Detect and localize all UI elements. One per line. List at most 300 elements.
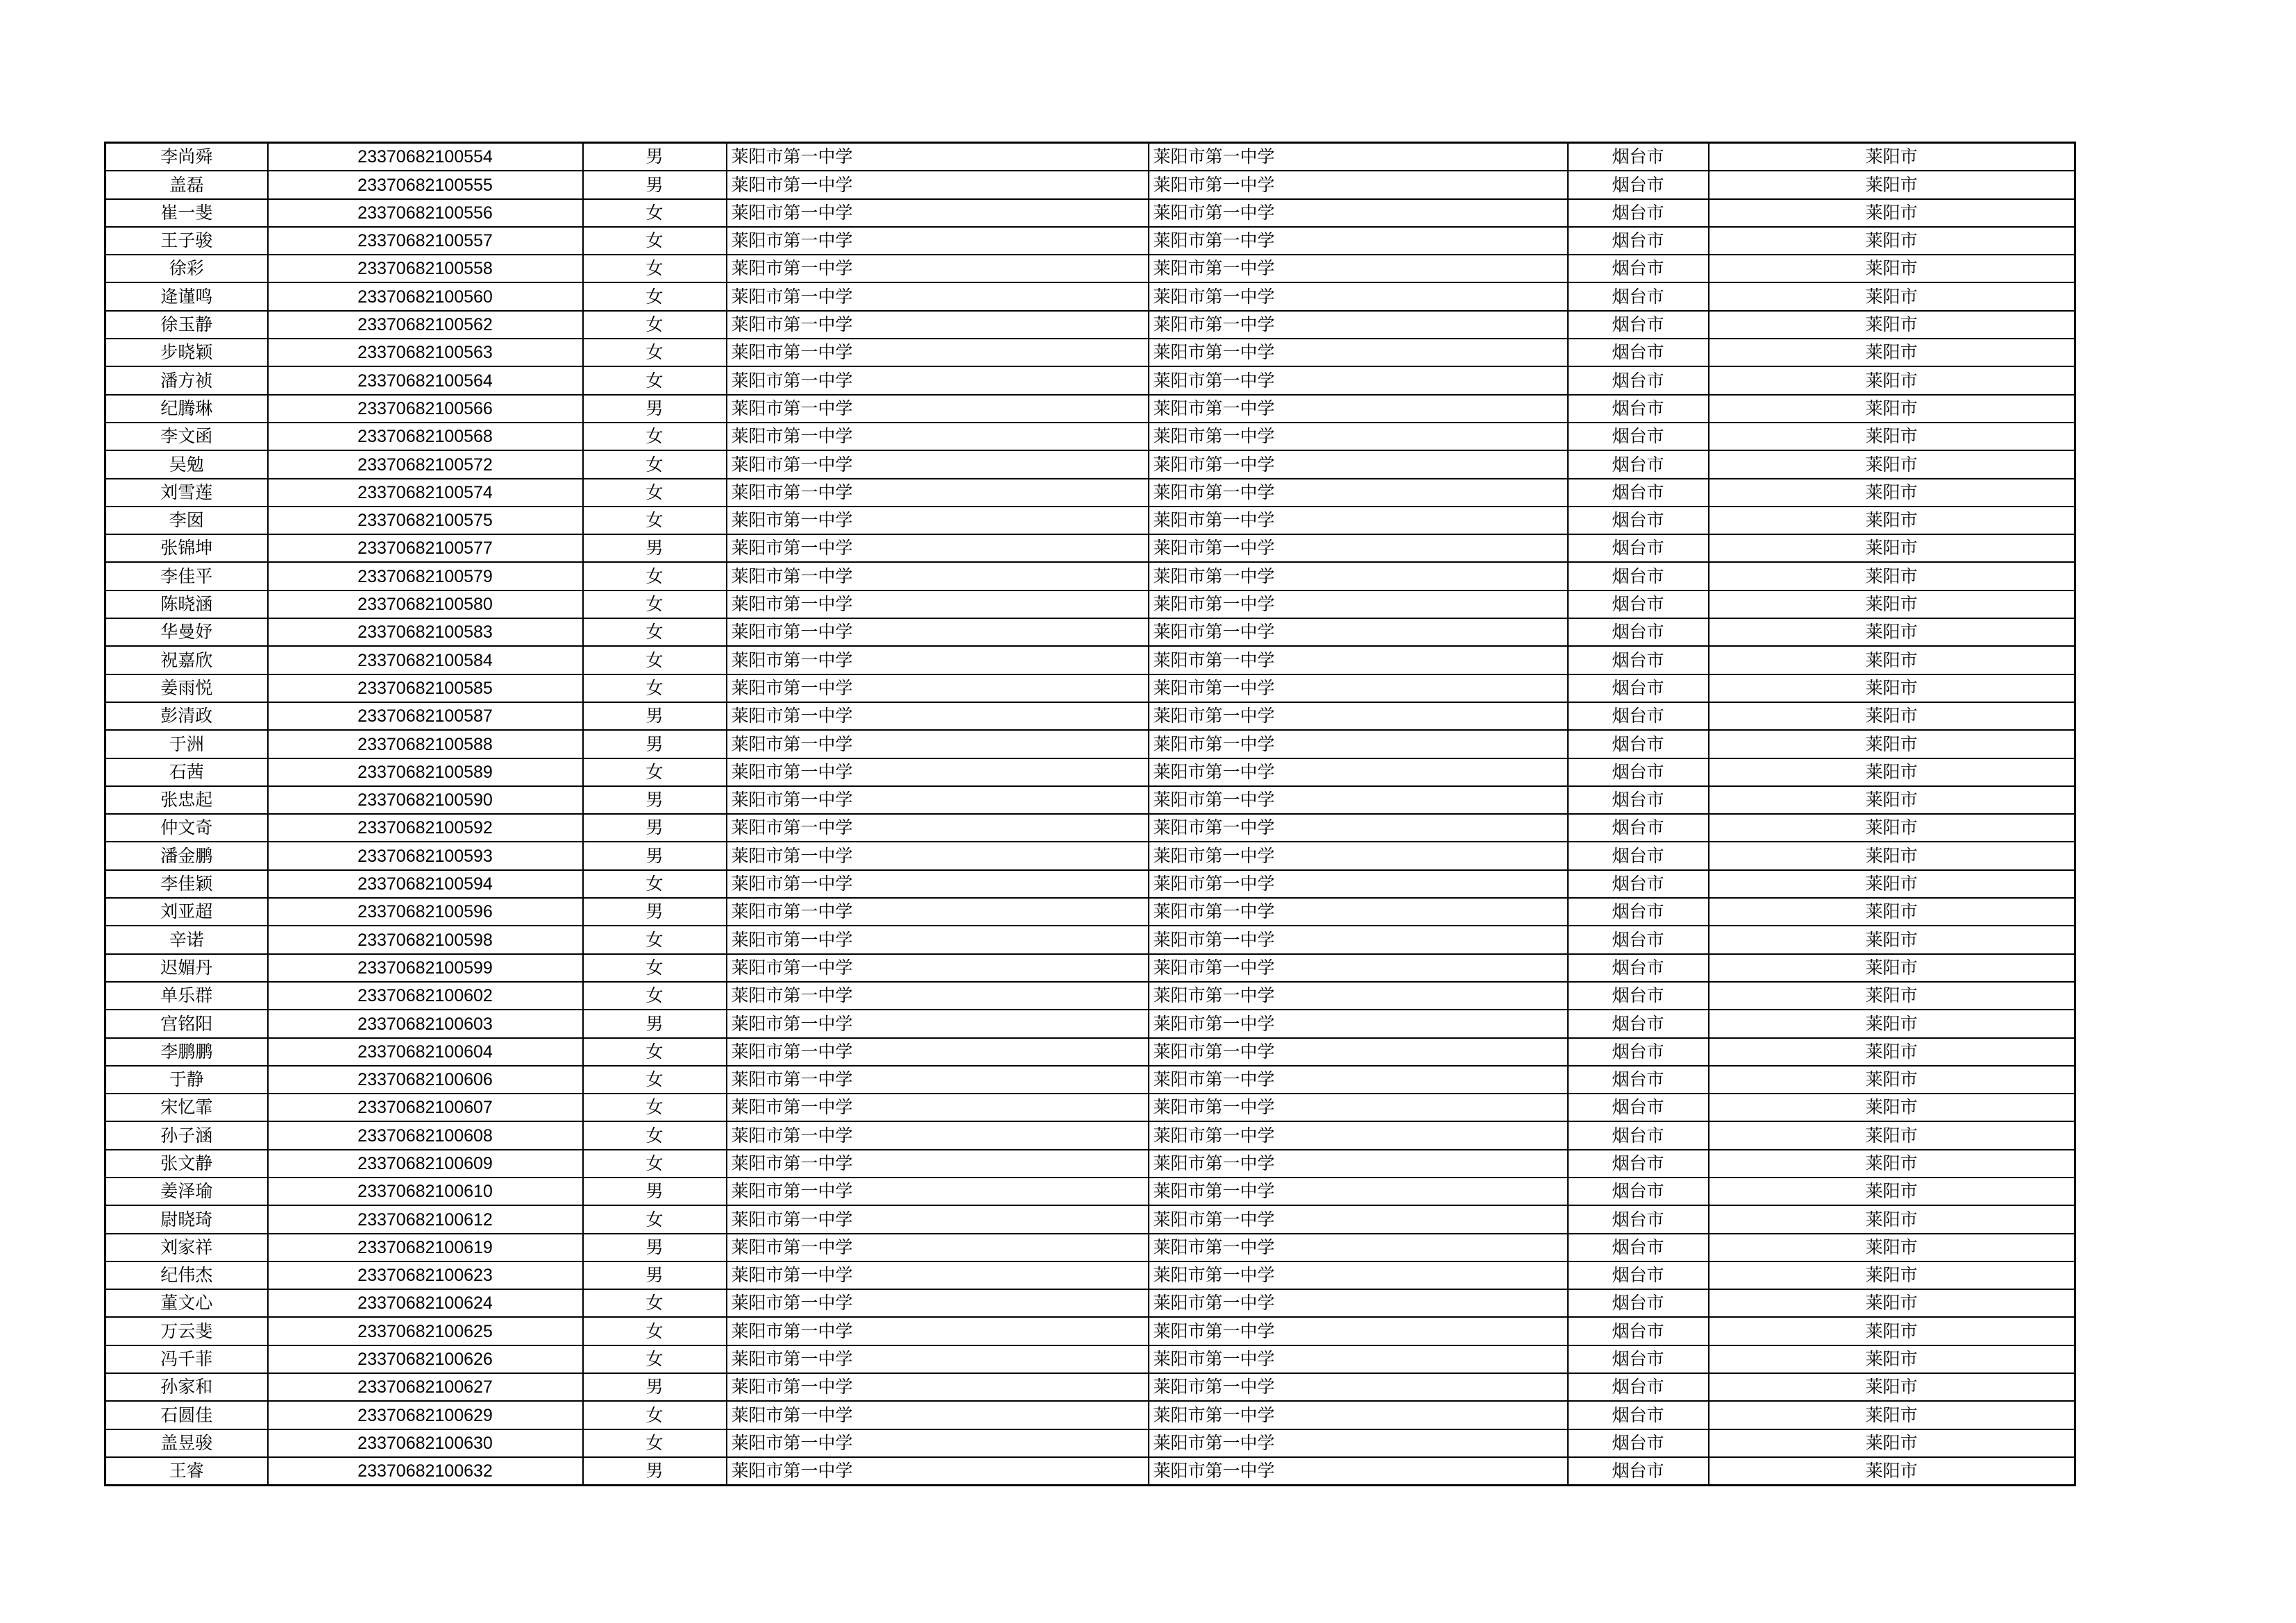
exam-number-cell: 23370682100580 <box>268 590 583 618</box>
county-cell: 莱阳市 <box>1709 1010 2075 1037</box>
gender-cell: 女 <box>583 982 727 1010</box>
registration-school-cell: 莱阳市第一中学 <box>1149 227 1568 255</box>
school-cell: 莱阳市第一中学 <box>727 1317 1149 1345</box>
county-cell: 莱阳市 <box>1709 842 2075 869</box>
school-cell: 莱阳市第一中学 <box>727 982 1149 1010</box>
table-row <box>105 366 2075 394</box>
county-cell: 莱阳市 <box>1709 1205 2075 1233</box>
city-cell: 烟台市 <box>1568 1205 1709 1233</box>
table-row <box>105 1150 2075 1178</box>
registration-school-cell: 莱阳市第一中学 <box>1149 1038 1568 1066</box>
table-row <box>105 479 2075 507</box>
gender-cell: 女 <box>583 562 727 590</box>
county-cell: 莱阳市 <box>1709 311 2075 339</box>
city-cell: 烟台市 <box>1568 199 1709 227</box>
county-cell: 莱阳市 <box>1709 590 2075 618</box>
city-cell: 烟台市 <box>1568 674 1709 702</box>
table-row <box>105 282 2075 310</box>
registration-school-cell: 莱阳市第一中学 <box>1149 730 1568 758</box>
exam-number-cell: 23370682100623 <box>268 1261 583 1289</box>
registration-school-cell: 莱阳市第一中学 <box>1149 674 1568 702</box>
city-cell: 烟台市 <box>1568 1457 1709 1486</box>
exam-number-cell: 23370682100583 <box>268 618 583 646</box>
registration-school-cell: 莱阳市第一中学 <box>1149 282 1568 310</box>
gender-cell: 女 <box>583 339 727 366</box>
table-row <box>105 1010 2075 1037</box>
table-row <box>105 814 2075 842</box>
city-cell: 烟台市 <box>1568 1121 1709 1149</box>
student-name-cell: 石茜 <box>105 758 268 786</box>
gender-cell: 女 <box>583 1150 727 1178</box>
exam-number-cell: 23370682100607 <box>268 1094 583 1121</box>
gender-cell: 女 <box>583 1345 727 1373</box>
registration-school-cell: 莱阳市第一中学 <box>1149 590 1568 618</box>
county-cell: 莱阳市 <box>1709 450 2075 478</box>
gender-cell: 女 <box>583 450 727 478</box>
county-cell: 莱阳市 <box>1709 1150 2075 1178</box>
student-name-cell: 张锦坤 <box>105 534 268 562</box>
registration-school-cell: 莱阳市第一中学 <box>1149 1401 1568 1429</box>
city-cell: 烟台市 <box>1568 954 1709 982</box>
city-cell: 烟台市 <box>1568 1289 1709 1317</box>
student-name-cell: 辛诺 <box>105 926 268 953</box>
school-cell: 莱阳市第一中学 <box>727 562 1149 590</box>
student-name-cell: 李文函 <box>105 423 268 450</box>
county-cell: 莱阳市 <box>1709 171 2075 198</box>
registration-school-cell: 莱阳市第一中学 <box>1149 395 1568 423</box>
exam-number-cell: 23370682100609 <box>268 1150 583 1178</box>
county-cell: 莱阳市 <box>1709 562 2075 590</box>
city-cell: 烟台市 <box>1568 479 1709 507</box>
gender-cell: 女 <box>583 870 727 898</box>
county-cell: 莱阳市 <box>1709 339 2075 366</box>
gender-cell: 男 <box>583 1261 727 1289</box>
school-cell: 莱阳市第一中学 <box>727 1261 1149 1289</box>
student-name-cell: 徐彩 <box>105 255 268 282</box>
exam-number-cell: 23370682100624 <box>268 1289 583 1317</box>
student-name-cell: 吴勉 <box>105 450 268 478</box>
student-name-cell: 李尚舜 <box>105 143 268 171</box>
registration-school-cell: 莱阳市第一中学 <box>1149 814 1568 842</box>
registration-school-cell: 莱阳市第一中学 <box>1149 926 1568 953</box>
school-cell: 莱阳市第一中学 <box>727 450 1149 478</box>
gender-cell: 女 <box>583 1066 727 1094</box>
table-row <box>105 1345 2075 1373</box>
table-row <box>105 199 2075 227</box>
city-cell: 烟台市 <box>1568 311 1709 339</box>
gender-cell: 男 <box>583 1373 727 1401</box>
city-cell: 烟台市 <box>1568 1094 1709 1121</box>
school-cell: 莱阳市第一中学 <box>727 339 1149 366</box>
school-cell: 莱阳市第一中学 <box>727 507 1149 534</box>
city-cell: 烟台市 <box>1568 366 1709 394</box>
gender-cell: 男 <box>583 1234 727 1261</box>
city-cell: 烟台市 <box>1568 282 1709 310</box>
gender-cell: 女 <box>583 674 727 702</box>
exam-number-cell: 23370682100603 <box>268 1010 583 1037</box>
city-cell: 烟台市 <box>1568 982 1709 1010</box>
table-row <box>105 954 2075 982</box>
school-cell: 莱阳市第一中学 <box>727 674 1149 702</box>
registration-school-cell: 莱阳市第一中学 <box>1149 618 1568 646</box>
table-row <box>105 450 2075 478</box>
student-name-cell: 李佳平 <box>105 562 268 590</box>
gender-cell: 男 <box>583 702 727 730</box>
exam-number-cell: 23370682100630 <box>268 1429 583 1457</box>
city-cell: 烟台市 <box>1568 1038 1709 1066</box>
city-cell: 烟台市 <box>1568 1261 1709 1289</box>
gender-cell: 女 <box>583 199 727 227</box>
city-cell: 烟台市 <box>1568 870 1709 898</box>
exam-number-cell: 23370682100590 <box>268 786 583 814</box>
school-cell: 莱阳市第一中学 <box>727 282 1149 310</box>
county-cell: 莱阳市 <box>1709 926 2075 953</box>
county-cell: 莱阳市 <box>1709 1038 2075 1066</box>
city-cell: 烟台市 <box>1568 1373 1709 1401</box>
county-cell: 莱阳市 <box>1709 1345 2075 1373</box>
exam-number-cell: 23370682100572 <box>268 450 583 478</box>
gender-cell: 男 <box>583 395 727 423</box>
student-name-cell: 盖磊 <box>105 171 268 198</box>
gender-cell: 女 <box>583 926 727 953</box>
student-name-cell: 华曼妤 <box>105 618 268 646</box>
gender-cell: 男 <box>583 534 727 562</box>
exam-number-cell: 23370682100632 <box>268 1457 583 1486</box>
exam-number-cell: 23370682100594 <box>268 870 583 898</box>
school-cell: 莱阳市第一中学 <box>727 1010 1149 1037</box>
school-cell: 莱阳市第一中学 <box>727 1121 1149 1149</box>
registration-school-cell: 莱阳市第一中学 <box>1149 1261 1568 1289</box>
registration-school-cell: 莱阳市第一中学 <box>1149 1094 1568 1121</box>
gender-cell: 男 <box>583 171 727 198</box>
county-cell: 莱阳市 <box>1709 898 2075 926</box>
student-name-cell: 刘雪莲 <box>105 479 268 507</box>
school-cell: 莱阳市第一中学 <box>727 1401 1149 1429</box>
exam-number-cell: 23370682100555 <box>268 171 583 198</box>
student-name-cell: 崔一斐 <box>105 199 268 227</box>
school-cell: 莱阳市第一中学 <box>727 618 1149 646</box>
table-row <box>105 395 2075 423</box>
registration-school-cell: 莱阳市第一中学 <box>1149 646 1568 674</box>
school-cell: 莱阳市第一中学 <box>727 1066 1149 1094</box>
table-row <box>105 1066 2075 1094</box>
county-cell: 莱阳市 <box>1709 479 2075 507</box>
table-row <box>105 1401 2075 1429</box>
school-cell: 莱阳市第一中学 <box>727 590 1149 618</box>
registration-school-cell: 莱阳市第一中学 <box>1149 339 1568 366</box>
student-name-cell: 祝嘉欣 <box>105 646 268 674</box>
table-row <box>105 507 2075 534</box>
school-cell: 莱阳市第一中学 <box>727 479 1149 507</box>
city-cell: 烟台市 <box>1568 618 1709 646</box>
school-cell: 莱阳市第一中学 <box>727 646 1149 674</box>
gender-cell: 男 <box>583 1178 727 1205</box>
county-cell: 莱阳市 <box>1709 366 2075 394</box>
school-cell: 莱阳市第一中学 <box>727 1345 1149 1373</box>
registration-school-cell: 莱阳市第一中学 <box>1149 1178 1568 1205</box>
student-name-cell: 刘亚超 <box>105 898 268 926</box>
county-cell: 莱阳市 <box>1709 1121 2075 1149</box>
exam-number-cell: 23370682100587 <box>268 702 583 730</box>
registration-school-cell: 莱阳市第一中学 <box>1149 507 1568 534</box>
table-row <box>105 1429 2075 1457</box>
county-cell: 莱阳市 <box>1709 618 2075 646</box>
county-cell: 莱阳市 <box>1709 199 2075 227</box>
county-cell: 莱阳市 <box>1709 674 2075 702</box>
school-cell: 莱阳市第一中学 <box>727 255 1149 282</box>
registration-school-cell: 莱阳市第一中学 <box>1149 1429 1568 1457</box>
table-row <box>105 1457 2075 1486</box>
exam-number-cell: 23370682100563 <box>268 339 583 366</box>
gender-cell: 男 <box>583 786 727 814</box>
exam-number-cell: 23370682100604 <box>268 1038 583 1066</box>
county-cell: 莱阳市 <box>1709 870 2075 898</box>
exam-number-cell: 23370682100592 <box>268 814 583 842</box>
city-cell: 烟台市 <box>1568 1345 1709 1373</box>
gender-cell: 女 <box>583 618 727 646</box>
school-cell: 莱阳市第一中学 <box>727 1234 1149 1261</box>
county-cell: 莱阳市 <box>1709 282 2075 310</box>
table-row <box>105 618 2075 646</box>
exam-number-cell: 23370682100562 <box>268 311 583 339</box>
school-cell: 莱阳市第一中学 <box>727 842 1149 869</box>
student-name-cell: 王睿 <box>105 1457 268 1486</box>
school-cell: 莱阳市第一中学 <box>727 954 1149 982</box>
school-cell: 莱阳市第一中学 <box>727 702 1149 730</box>
registration-school-cell: 莱阳市第一中学 <box>1149 1121 1568 1149</box>
city-cell: 烟台市 <box>1568 926 1709 953</box>
exam-number-cell: 23370682100584 <box>268 646 583 674</box>
county-cell: 莱阳市 <box>1709 1401 2075 1429</box>
school-cell: 莱阳市第一中学 <box>727 730 1149 758</box>
registration-school-cell: 莱阳市第一中学 <box>1149 423 1568 450</box>
registration-school-cell: 莱阳市第一中学 <box>1149 1150 1568 1178</box>
student-name-cell: 孙子涵 <box>105 1121 268 1149</box>
county-cell: 莱阳市 <box>1709 1373 2075 1401</box>
gender-cell: 男 <box>583 730 727 758</box>
gender-cell: 男 <box>583 814 727 842</box>
school-cell: 莱阳市第一中学 <box>727 311 1149 339</box>
registration-school-cell: 莱阳市第一中学 <box>1149 1317 1568 1345</box>
exam-number-cell: 23370682100564 <box>268 366 583 394</box>
roster-table <box>104 142 2076 1486</box>
city-cell: 烟台市 <box>1568 590 1709 618</box>
city-cell: 烟台市 <box>1568 1066 1709 1094</box>
student-name-cell: 尉晓琦 <box>105 1205 268 1233</box>
exam-number-cell: 23370682100585 <box>268 674 583 702</box>
registration-school-cell: 莱阳市第一中学 <box>1149 1373 1568 1401</box>
county-cell: 莱阳市 <box>1709 1289 2075 1317</box>
table-row <box>105 1178 2075 1205</box>
registration-school-cell: 莱阳市第一中学 <box>1149 311 1568 339</box>
school-cell: 莱阳市第一中学 <box>727 534 1149 562</box>
table-row <box>105 339 2075 366</box>
table-row <box>105 898 2075 926</box>
registration-school-cell: 莱阳市第一中学 <box>1149 143 1568 171</box>
registration-school-cell: 莱阳市第一中学 <box>1149 450 1568 478</box>
county-cell: 莱阳市 <box>1709 534 2075 562</box>
registration-school-cell: 莱阳市第一中学 <box>1149 702 1568 730</box>
exam-number-cell: 23370682100579 <box>268 562 583 590</box>
exam-number-cell: 23370682100557 <box>268 227 583 255</box>
city-cell: 烟台市 <box>1568 1010 1709 1037</box>
county-cell: 莱阳市 <box>1709 730 2075 758</box>
table-row <box>105 1373 2075 1401</box>
table-row <box>105 786 2075 814</box>
exam-number-cell: 23370682100626 <box>268 1345 583 1373</box>
student-name-cell: 潘方祯 <box>105 366 268 394</box>
gender-cell: 女 <box>583 646 727 674</box>
table-row <box>105 227 2075 255</box>
city-cell: 烟台市 <box>1568 1150 1709 1178</box>
student-name-cell: 姜雨悦 <box>105 674 268 702</box>
city-cell: 烟台市 <box>1568 702 1709 730</box>
table-row <box>105 1205 2075 1233</box>
student-name-cell: 仲文奇 <box>105 814 268 842</box>
city-cell: 烟台市 <box>1568 562 1709 590</box>
registration-school-cell: 莱阳市第一中学 <box>1149 758 1568 786</box>
table-row <box>105 1121 2075 1149</box>
student-name-cell: 孙家和 <box>105 1373 268 1401</box>
registration-school-cell: 莱阳市第一中学 <box>1149 171 1568 198</box>
table-row <box>105 562 2075 590</box>
exam-number-cell: 23370682100598 <box>268 926 583 953</box>
gender-cell: 女 <box>583 366 727 394</box>
student-name-cell: 步晓颖 <box>105 339 268 366</box>
county-cell: 莱阳市 <box>1709 227 2075 255</box>
table-row <box>105 423 2075 450</box>
registration-school-cell: 莱阳市第一中学 <box>1149 479 1568 507</box>
school-cell: 莱阳市第一中学 <box>727 1457 1149 1486</box>
table-row <box>105 982 2075 1010</box>
city-cell: 烟台市 <box>1568 255 1709 282</box>
student-name-cell: 张文静 <box>105 1150 268 1178</box>
table-row <box>105 255 2075 282</box>
registration-school-cell: 莱阳市第一中学 <box>1149 1457 1568 1486</box>
exam-number-cell: 23370682100588 <box>268 730 583 758</box>
city-cell: 烟台市 <box>1568 1178 1709 1205</box>
exam-number-cell: 23370682100556 <box>268 199 583 227</box>
table-row <box>105 1289 2075 1317</box>
exam-number-cell: 23370682100593 <box>268 842 583 869</box>
gender-cell: 女 <box>583 227 727 255</box>
student-name-cell: 徐玉静 <box>105 311 268 339</box>
student-name-cell: 于洲 <box>105 730 268 758</box>
table-row <box>105 1317 2075 1345</box>
exam-number-cell: 23370682100589 <box>268 758 583 786</box>
gender-cell: 女 <box>583 1317 727 1345</box>
school-cell: 莱阳市第一中学 <box>727 395 1149 423</box>
county-cell: 莱阳市 <box>1709 1094 2075 1121</box>
student-name-cell: 于静 <box>105 1066 268 1094</box>
student-name-cell: 单乐群 <box>105 982 268 1010</box>
table-row <box>105 534 2075 562</box>
registration-school-cell: 莱阳市第一中学 <box>1149 366 1568 394</box>
student-name-cell: 宋忆霏 <box>105 1094 268 1121</box>
exam-number-cell: 23370682100560 <box>268 282 583 310</box>
school-cell: 莱阳市第一中学 <box>727 1150 1149 1178</box>
registration-school-cell: 莱阳市第一中学 <box>1149 1205 1568 1233</box>
county-cell: 莱阳市 <box>1709 423 2075 450</box>
table-row <box>105 646 2075 674</box>
city-cell: 烟台市 <box>1568 423 1709 450</box>
exam-number-cell: 23370682100596 <box>268 898 583 926</box>
school-cell: 莱阳市第一中学 <box>727 1178 1149 1205</box>
school-cell: 莱阳市第一中学 <box>727 1038 1149 1066</box>
gender-cell: 男 <box>583 842 727 869</box>
student-name-cell: 宫铭阳 <box>105 1010 268 1037</box>
student-name-cell: 纪伟杰 <box>105 1261 268 1289</box>
student-name-cell: 张忠起 <box>105 786 268 814</box>
school-cell: 莱阳市第一中学 <box>727 814 1149 842</box>
county-cell: 莱阳市 <box>1709 1317 2075 1345</box>
student-name-cell: 王子骏 <box>105 227 268 255</box>
gender-cell: 女 <box>583 1038 727 1066</box>
exam-number-cell: 23370682100612 <box>268 1205 583 1233</box>
registration-school-cell: 莱阳市第一中学 <box>1149 562 1568 590</box>
table-row <box>105 143 2075 171</box>
city-cell: 烟台市 <box>1568 534 1709 562</box>
table-row <box>105 758 2075 786</box>
gender-cell: 女 <box>583 1094 727 1121</box>
gender-cell: 女 <box>583 758 727 786</box>
county-cell: 莱阳市 <box>1709 1457 2075 1486</box>
registration-school-cell: 莱阳市第一中学 <box>1149 870 1568 898</box>
table-row <box>105 842 2075 869</box>
table-row <box>105 590 2075 618</box>
school-cell: 莱阳市第一中学 <box>727 758 1149 786</box>
school-cell: 莱阳市第一中学 <box>727 1373 1149 1401</box>
exam-number-cell: 23370682100575 <box>268 507 583 534</box>
county-cell: 莱阳市 <box>1709 814 2075 842</box>
gender-cell: 男 <box>583 1457 727 1486</box>
gender-cell: 男 <box>583 898 727 926</box>
table-row <box>105 674 2075 702</box>
school-cell: 莱阳市第一中学 <box>727 227 1149 255</box>
student-name-cell: 彭清政 <box>105 702 268 730</box>
exam-number-cell: 23370682100599 <box>268 954 583 982</box>
table-row <box>105 926 2075 953</box>
gender-cell: 女 <box>583 590 727 618</box>
gender-cell: 女 <box>583 1121 727 1149</box>
city-cell: 烟台市 <box>1568 898 1709 926</box>
school-cell: 莱阳市第一中学 <box>727 171 1149 198</box>
county-cell: 莱阳市 <box>1709 143 2075 171</box>
exam-number-cell: 23370682100568 <box>268 423 583 450</box>
table-row <box>105 1261 2075 1289</box>
exam-number-cell: 23370682100619 <box>268 1234 583 1261</box>
county-cell: 莱阳市 <box>1709 646 2075 674</box>
registration-school-cell: 莱阳市第一中学 <box>1149 954 1568 982</box>
student-name-cell: 李囡 <box>105 507 268 534</box>
county-cell: 莱阳市 <box>1709 1234 2075 1261</box>
school-cell: 莱阳市第一中学 <box>727 143 1149 171</box>
student-name-cell: 纪腾琳 <box>105 395 268 423</box>
registration-school-cell: 莱阳市第一中学 <box>1149 1345 1568 1373</box>
registration-school-cell: 莱阳市第一中学 <box>1149 1234 1568 1261</box>
city-cell: 烟台市 <box>1568 507 1709 534</box>
county-cell: 莱阳市 <box>1709 395 2075 423</box>
city-cell: 烟台市 <box>1568 143 1709 171</box>
student-name-cell: 逄谨鸣 <box>105 282 268 310</box>
gender-cell: 女 <box>583 255 727 282</box>
table-row <box>105 702 2075 730</box>
registration-school-cell: 莱阳市第一中学 <box>1149 255 1568 282</box>
exam-number-cell: 23370682100606 <box>268 1066 583 1094</box>
gender-cell: 女 <box>583 1205 727 1233</box>
gender-cell: 女 <box>583 423 727 450</box>
exam-number-cell: 23370682100625 <box>268 1317 583 1345</box>
